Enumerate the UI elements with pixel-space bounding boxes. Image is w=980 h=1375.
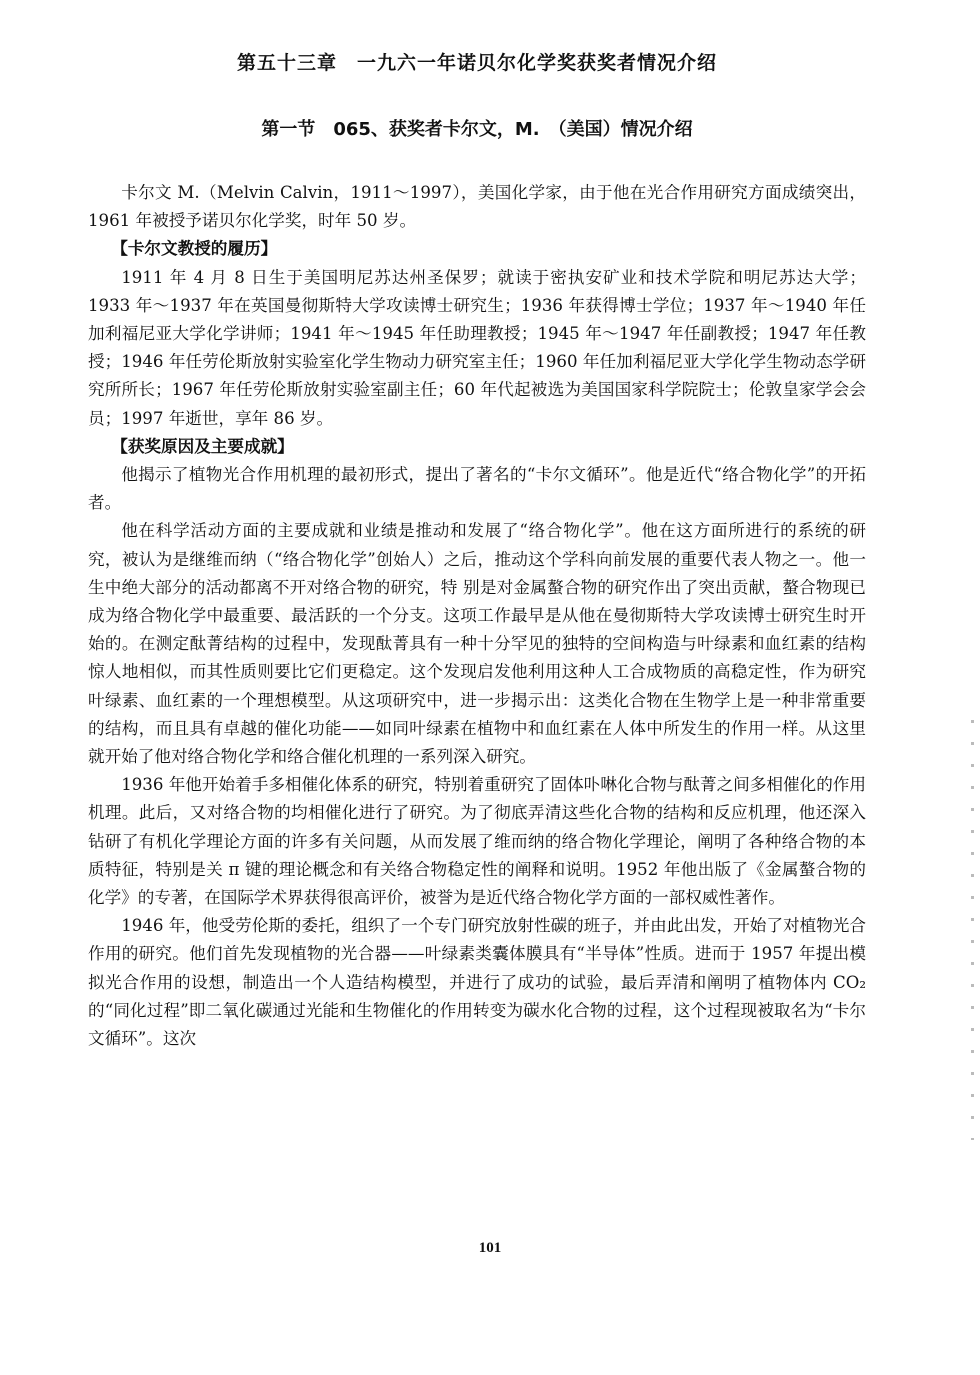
section-title: 第一节 065、获奖者卡尔文，M. （美国）情况介绍 [261,119,693,140]
scan-margin-marks [971,720,974,1140]
resume-paragraph: 1911 年 4 月 8 日生于美国明尼苏达州圣保罗；就读于密执安矿业和技术学院和明尼苏达大学；1933 年～1937 年在英国曼彻斯特大学攻读博士研究生；1936 年获得博士学位；1937 年～1940 年任加利福尼亚大学化学讲师；1941 年～1945 年任助理教授；1945 年～1947 年任副教授；1947 年任教授；1946 年任劳伦斯放射实验室化学生物动力研究室主任；1960 年任加利福尼亚大学化学生物动态学研究所所长；1967 年任劳伦斯放射实验室副主任；60 年代起被选为美国国家科学院院士；伦敦皇家学会会员；1997 年逝世，享年 86 岁。 [88,267,866,428]
document-page [88,48,866,1053]
achievement-paragraph: 1946 年，他受劳伦斯的委托，组织了一个专门研究放射性碳的班子，并由此出发，开始了对植物光合作用的研究。他们首先发现植物的光合器——叶绿素类囊体膜具有“半导体”性质。进而于 1957 年提出模拟光合作用的设想，制造出一个人造结构模型，并进行了成功的试验，最后弄清和阐明了植物体内 CO₂ 的“同化过程”即二氧化碳通过光能和生物催化的作用转变为碳水化合物的过程，这个过程现被取名为“卡尔文循环”。这次 [88,916,866,1049]
intro-paragraph: 卡尔文 M.（Melvin Calvin，1911～1997），美国化学家，由于他在光合作用研究方面成绩突出，1961 年被授予诺贝尔化学奖，时年 50 岁。 [88,183,866,231]
resume-heading: 【卡尔文教授的履历】 [111,239,278,259]
achievements-heading: 【获奖原因及主要成就】 [111,436,294,456]
chapter-title: 第五十三章 一九六一年诺贝尔化学奖获奖者情况介绍 [236,52,717,74]
achievement-paragraph: 他揭示了植物光合作用机理的最初形式，提出了著名的“卡尔文循环”。他是近代“络合物化学”的开拓者。 [88,465,866,513]
page-number: 101 [478,1240,502,1256]
achievement-paragraph: 1936 年他开始着手多相催化体系的研究，特别着重研究了固体卟啉化合物与酞菁之间多相催化的作用机理。此后，又对络合物的均相催化进行了研究。为了彻底弄清这些化合物的结构和反应机理，他还深入钻研了有机化学理论方面的许多有关问题，从而发展了维而纳的络合物化学理论，阐明了各种络合物的本质特征，特别是关 π 键的理论概念和有关络合物稳定性的阐释和说明。1952 年他出版了《金属螯合物的化学》的专著，在国际学术界获得很高评价，被誉为是近代络合物化学方面的一部权威性著作。 [88,775,866,908]
body-text [88,179,866,1053]
achievement-paragraph: 他在科学活动方面的主要成就和业绩是推动和发展了“络合物化学”。他在这方面所进行的系统的研究，被认为是继维而纳（“络合物化学”创始人）之后，推动这个学科向前发展的重要代表人物之一。他一生中绝大部分的活动都离不开对络合物的研究，特 别是对金属螯合物的研究作出了突出贡献，螯合物现已成为络合物化学中最重要、最活跃的一个分支。这项工作最早是从他在曼彻斯特大学攻读博士研究生时开始的。在测定酞菁结构的过程中，发现酞菁具有一种十分罕见的独特的空间构造与叶绿素和血红素的结构惊人地相似，而其性质则要比它们更稳定。这个发现启发他利用这种人工合成物质的高稳定性，作为研究叶绿素、血红素的一个理想模型。从这项研究中，进一步揭示出：这类化合物在生物学上是一种非常重要的结构，而且具有卓越的催化功能——如同叶绿素在植物中和血红素在人体中所发生的作用一样。从这里就开始了他对络合物化学和络合催化机理的一系列深入研究。 [88,521,866,767]
